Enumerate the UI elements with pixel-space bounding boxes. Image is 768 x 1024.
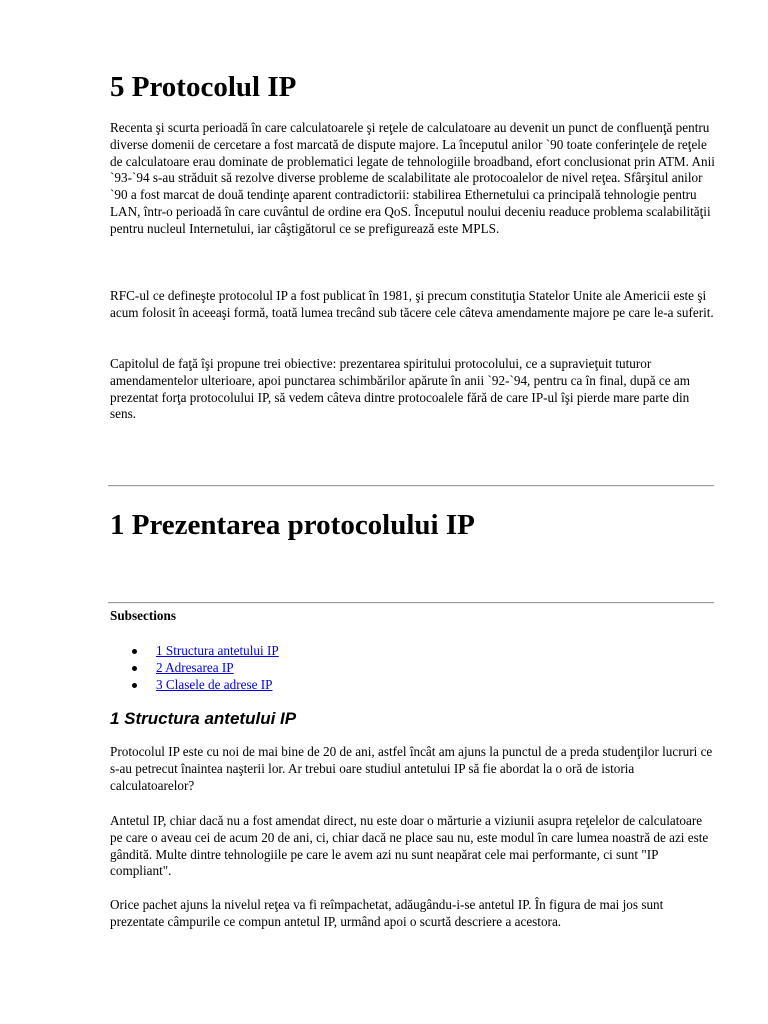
horizontal-divider [108,485,714,487]
subsection-title: 1 Structura antetului IP [110,709,297,728]
subsection-paragraph-1: Protocolul IP este cu noi de mai bine de 20 de ani, astfel încât am ajuns la punctul de a preda studenţilor lucruri ce s-au petrecut înaintea naşterii lor. Ar trebui oare studiul antetului IP să fie abordat la o oră de istoria calculatoarelor? [110,744,713,793]
subsections-list [110,642,279,693]
horizontal-divider [108,602,714,604]
chapter-paragraph-3: Capitolul de faţă îşi propune trei obiective: prezentarea spiritului protocolului, ce a supravieţuit tuturor amendamentelor ulterioare, apoi punctarea schimbărilor apărute în anii `92-`94, pentru ca în final, după ce am prezentat forţa protocolului IP, să vedem câteva dintre protocoalele fără de care IP-ul îşi pierde mare parte din sens. [110,356,691,422]
bullet-icon [132,683,137,688]
chapter-paragraph-1: Recenta şi scurta perioadă în care calculatoarele şi reţele de calculatoare au devenit un punct de confluenţă pentru diverse domenii de cercetare a fost marcată de dispute majore. La începutul anilor `90 toate conferinţele de reţele de calculatoare erau dominate de problematici legate de tehnologiile broadband, efort conclusionat prin ATM. Anii `93-`94 s-au străduit să rezolve diverse probleme de scalabilitate ale protocoalelor de nivel reţea. Sfârşitul anilor `90 a fost marcat de două tendinţe aparent contradictorii: stabilirea Ethernetului ca principală tehnologie pentru LAN, într-o perioadă în care cuvântul de ordine era QoS. Începutul noului deceniu readuce problema scalabilităţii pentru nucleul Internetului, iar câştigătorul ce se prefigurează este MPLS. [110,120,715,236]
bullet-icon [132,666,137,671]
bullet-icon [132,649,137,654]
toc-link-adresarea[interactable]: 2 Adresarea IP [156,660,234,675]
subsection-paragraph-3: Orice pachet ajuns la nivelul reţea va fi reîmpachetat, adăugându-i-se antetul IP. În figura de mai jos sunt prezentate câmpurile ce compun antetul IP, urmând apoi o scurtă descriere a acestora. [110,897,664,929]
section-title: 1 Prezentarea protocolului IP [110,509,475,541]
chapter-title: 5 Protocolul IP [110,71,297,103]
list-item [110,659,279,676]
subsection-paragraph-2: Antetul IP, chiar dacă nu a fost amendat direct, nu este doar o mărturie a viziunii asupra reţelelor de calculatoare pe care o aveau cei de acum 20 de ani, ci, chiar dacă ne place sau nu, este modul în care lumea noastră de azi este gândită. Multe dintre tehnologiile pe care le avem azi nu sunt neapărat cele mai performante, ci sunt "IP compliant". [110,813,709,879]
subsections-label: Subsections [110,608,176,623]
toc-link-structura[interactable]: 1 Structura antetului IP [156,643,279,658]
toc-link-clasele[interactable]: 3 Clasele de adrese IP [156,677,273,692]
chapter-paragraph-2: RFC-ul ce defineşte protocolul IP a fost publicat în 1981, şi precum constituţia Statelor Unite ale Americii este şi acum folosit în aceeaşi formă, toată lumea trecând sub tăcere cele câteva amendamente majore pe care le-a suferit. [110,288,714,320]
list-item [110,642,279,659]
list-item [110,676,279,693]
